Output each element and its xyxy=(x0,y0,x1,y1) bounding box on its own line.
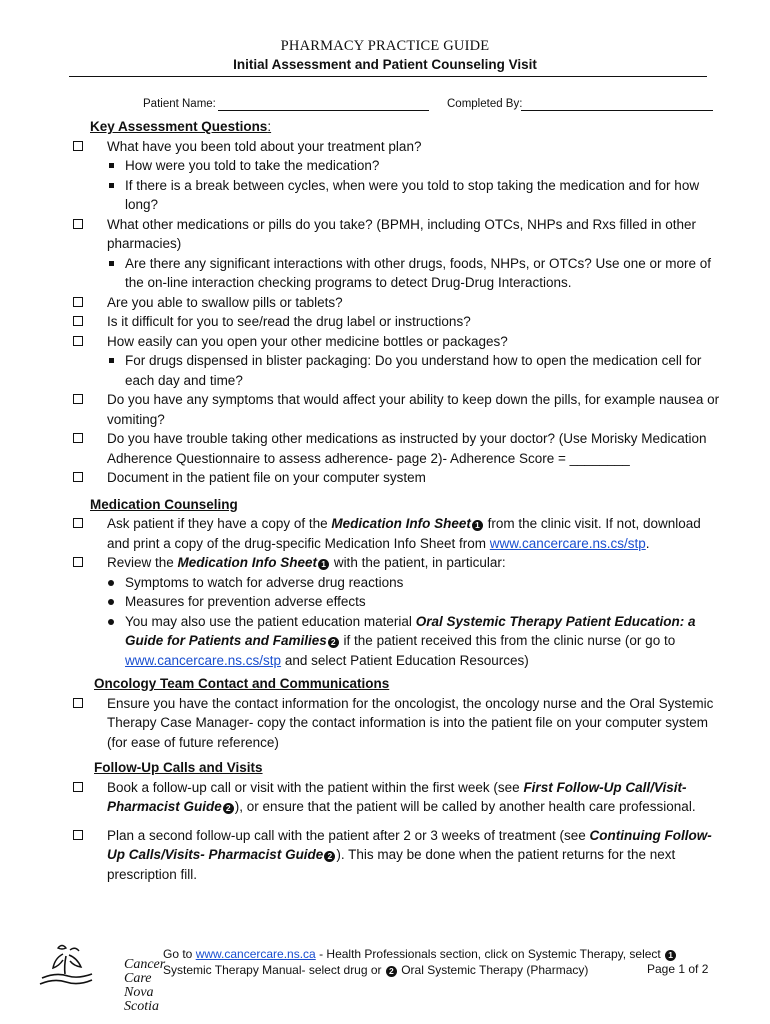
circled-one-icon: 1 xyxy=(318,559,329,570)
checklist-item: What other medications or pills do you take? (BPMH, including OTCs, NHPs and Rxs filled in other pharmacies) xyxy=(0,215,770,254)
checklist-item: Do you have any symptoms that would affect your ability to keep down the pills, for example nausea or vomiting? xyxy=(0,390,770,429)
square-bullet-icon xyxy=(109,163,114,168)
circled-one-icon: 1 xyxy=(665,950,676,961)
checklist-item: What have you been told about your treatment plan? xyxy=(0,137,770,157)
checkbox[interactable] xyxy=(73,336,83,346)
checklist-item: Plan a second follow-up call with the patient after 2 or 3 weeks of treatment (see Continuing Follow-Up Calls/Visits- Pharmacist Guide 2 ). This may be done when the patient returns for the next prescription fill. xyxy=(0,826,770,885)
cancer-care-logo xyxy=(36,942,166,1014)
stp-link[interactable]: www.cancercare.ns.cs/stp xyxy=(125,652,282,668)
section-heading-oncology: Oncology Team Contact and Communications xyxy=(94,676,390,691)
square-bullet-icon xyxy=(109,261,114,266)
checkbox[interactable] xyxy=(73,394,83,404)
checkbox[interactable] xyxy=(73,782,83,792)
completed-by-field[interactable] xyxy=(521,110,713,111)
page-title: PHARMACY PRACTICE GUIDE xyxy=(280,38,490,54)
logo-wordmark: Cancer Care Nova Scotia xyxy=(124,957,166,1014)
square-bullet-icon xyxy=(109,358,114,363)
round-bullet-icon xyxy=(108,599,114,605)
checklist-item: Do you have trouble taking other medications as instructed by your doctor? (Use Morisky Medication Adherence Questionnaire to assess adherence- page 2)- Adherence Score = ________ xyxy=(0,429,770,468)
checklist-item: Are you able to swallow pills or tablets? xyxy=(0,293,770,313)
checkbox[interactable] xyxy=(73,433,83,443)
sub-bullet: If there is a break between cycles, when were you told to stop taking the medication and for how long? xyxy=(0,176,770,215)
square-bullet-icon xyxy=(109,183,114,188)
checkbox[interactable] xyxy=(73,141,83,151)
page-subtitle: Initial Assessment and Patient Counseling Visit xyxy=(233,57,537,72)
checkbox[interactable] xyxy=(73,557,83,567)
checklist-item: Review the Medication Info Sheet 1 with the patient, in particular: xyxy=(0,553,770,573)
circled-two-icon: 2 xyxy=(324,851,335,862)
checkbox[interactable] xyxy=(73,297,83,307)
patient-name-label: Patient Name: xyxy=(143,98,216,110)
section-heading-assessment: Key Assessment Questions: xyxy=(90,119,272,134)
circled-two-icon: 2 xyxy=(223,803,234,814)
checklist-content xyxy=(0,116,770,884)
section-heading-followup: Follow-Up Calls and Visits xyxy=(94,760,263,775)
checklist-item: Document in the patient file on your computer system xyxy=(0,468,770,488)
round-bullet-icon xyxy=(108,619,114,625)
logo-figure-icon xyxy=(36,942,96,990)
sub-bullet: How were you told to take the medication? xyxy=(0,156,770,176)
page-number: Page 1 of 2 xyxy=(647,962,709,976)
checkbox[interactable] xyxy=(73,472,83,482)
checkbox[interactable] xyxy=(73,518,83,528)
checkbox[interactable] xyxy=(73,316,83,326)
checkbox[interactable] xyxy=(73,219,83,229)
circled-two-icon: 2 xyxy=(386,966,397,977)
checklist-item: Ask patient if they have a copy of the Medication Info Sheet 1 from the clinic visit. If not, download and print a copy of the drug-specific Medication Info Sheet from www.cancercare.ns.cs/stp. xyxy=(0,514,770,553)
completed-by-label: Completed By: xyxy=(447,98,523,110)
patient-name-field[interactable] xyxy=(218,110,429,111)
sub-bullet: Are there any significant interactions with other drugs, foods, NHPs, or OTCs? Use one or more of the on-line interaction checking programs to detect Drug-Drug Interactions. xyxy=(0,254,770,293)
circled-one-icon: 1 xyxy=(472,520,483,531)
section-heading-counseling: Medication Counseling xyxy=(90,496,238,512)
sub-bullet: Measures for prevention adverse effects xyxy=(0,592,770,612)
cancercare-link[interactable]: www.cancercare.ns.ca xyxy=(195,947,316,961)
checklist-item: Is it difficult for you to see/read the drug label or instructions? xyxy=(0,312,770,332)
sub-bullet: You may also use the patient education material Oral Systemic Therapy Patient Education: a Guide for Patients and Families 2 if the patient received this from the clinic nurse (or go to www.cancercare.ns.cs/stp and select Patient Education Resources) xyxy=(0,612,770,671)
checklist-item: Book a follow-up call or visit with the patient within the first week (see First Follow-Up Call/Visit-Pharmacist Guide 2 ), or ensure that the patient will be called by another health care professional. xyxy=(0,778,770,817)
circled-two-icon: 2 xyxy=(328,637,339,648)
checklist-item: Ensure you have the contact information for the oncologist, the oncology nurse and the Oral Systemic Therapy Case Manager- copy the contact information is into the patient file on your computer system (for ease of future reference) xyxy=(0,694,770,753)
checkbox[interactable] xyxy=(73,830,83,840)
checklist-item: How easily can you open your other medicine bottles or packages? xyxy=(0,332,770,352)
checkbox[interactable] xyxy=(73,698,83,708)
sub-bullet: For drugs dispensed in blister packaging: Do you understand how to open the medication cell for each day and time? xyxy=(0,351,770,390)
footer-instructions: Go to www.cancercare.ns.ca - Health Professionals section, click on Systemic Therapy, select 1 Systemic Therapy Manual- select drug or 2 Oral Systemic Therapy (Pharmacy) xyxy=(163,946,677,978)
stp-link[interactable]: www.cancercare.ns.cs/stp xyxy=(489,535,646,551)
form-fields xyxy=(0,98,770,114)
page-footer xyxy=(0,940,770,1014)
sub-bullet: Symptoms to watch for adverse drug reactions xyxy=(0,573,770,593)
title-divider xyxy=(69,76,707,77)
round-bullet-icon xyxy=(108,580,114,586)
